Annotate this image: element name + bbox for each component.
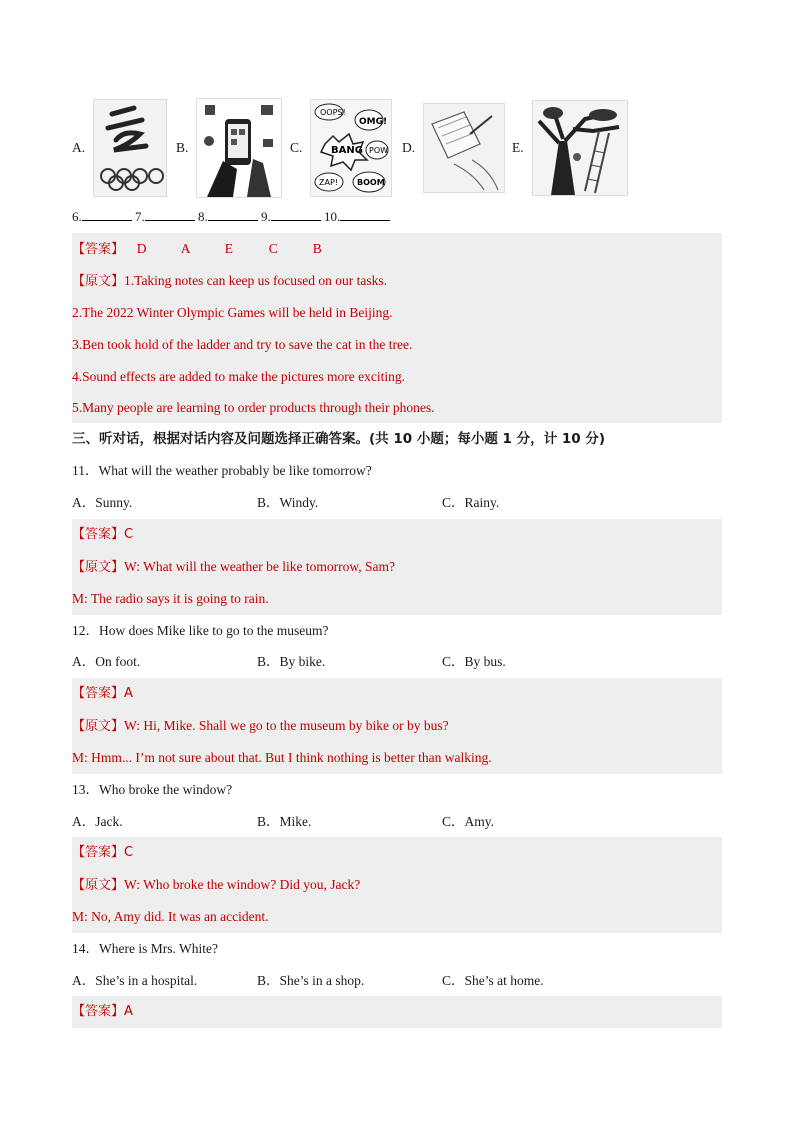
transcript-text: W: Hi, Mike. Shall we go to the museum by bike or by bus? xyxy=(124,718,449,733)
answer-blank[interactable] xyxy=(208,208,258,221)
transcript-tag: 【原文】 xyxy=(72,719,125,734)
comic-bubbles-icon xyxy=(311,100,391,196)
option-b[interactable]: B．Windy. xyxy=(257,495,319,510)
picture-label-d: D. xyxy=(402,140,416,155)
answer-value: B xyxy=(312,241,322,256)
transcript-line-4: 4.Sound effects are added to make the pictures more exciting. xyxy=(72,369,406,384)
picture-label-a: A. xyxy=(72,140,86,155)
question-12-text: 12．How does Mike like to go to the museum? xyxy=(72,623,329,638)
transcript-line-1 xyxy=(72,265,387,297)
sound-word: OMG! xyxy=(359,117,388,127)
tree-ladder-icon xyxy=(533,101,627,195)
option-a[interactable]: A．She’s in a hospital. xyxy=(72,973,198,988)
answer-value: A xyxy=(180,241,191,256)
question-11-transcript xyxy=(72,551,395,583)
question-14-options xyxy=(72,965,722,997)
question-12-transcript-reply: M: Hmm... I’m not sure about that. But I think nothing is better than walking. xyxy=(72,750,492,765)
answer-blank[interactable] xyxy=(145,208,195,221)
winter-olympics-image xyxy=(93,99,167,197)
answer-blank[interactable] xyxy=(340,208,390,221)
blank-label: 10. xyxy=(324,209,341,224)
transcript-line-5: 5.Many people are learning to order products through their phones. xyxy=(72,400,435,415)
transcript-tag: 【原文】 xyxy=(72,560,125,575)
blank-label: 9. xyxy=(261,209,271,224)
question-12-options xyxy=(72,646,722,678)
answer-value: E xyxy=(224,241,234,256)
answer-blank[interactable] xyxy=(271,208,321,221)
taking-notes-image xyxy=(423,103,505,193)
smartphone-icon xyxy=(197,99,281,197)
option-b[interactable]: B．She’s in a shop. xyxy=(257,973,365,988)
picture-option-c xyxy=(290,98,392,198)
option-a[interactable]: A．Sunny. xyxy=(72,495,133,510)
transcript-text: W: What will the weather be like tomorrow, Sam? xyxy=(124,559,395,574)
option-b[interactable]: B．By bike. xyxy=(257,654,326,669)
transcript-text: 1.Taking notes can keep us focused on our tasks. xyxy=(124,273,388,288)
question-13-answer: 【答案】C xyxy=(72,845,134,860)
question-14-answer-block xyxy=(72,996,722,1028)
question-13-text: 13．Who broke the window? xyxy=(72,782,233,797)
question-12-answer: 【答案】A xyxy=(72,686,133,701)
transcript-line-2: 2.The 2022 Winter Olympic Games will be held in Beijing. xyxy=(72,305,393,320)
option-b[interactable]: B．Mike. xyxy=(257,814,312,829)
transcript-text: W: Who broke the window? Did you, Jack? xyxy=(124,877,361,892)
question-13-options xyxy=(72,806,722,838)
transcript-tag: 【原文】 xyxy=(72,274,125,289)
question-12-transcript xyxy=(72,710,449,742)
question-13-transcript-reply: M: No, Amy did. It was an accident. xyxy=(72,909,269,924)
picture-option-e xyxy=(512,98,628,198)
blank-label: 6. xyxy=(72,209,82,224)
option-a[interactable]: A．Jack. xyxy=(72,814,123,829)
section3-heading: 三、听对话，根据对话内容及问题选择正确答案。(共 10 小题；每小题 1 分，计 10 分) xyxy=(72,431,606,447)
question-11-options xyxy=(72,487,722,519)
picture-label-e: E. xyxy=(512,140,524,155)
picture-options-row xyxy=(72,98,722,198)
question-11-transcript-reply: M: The radio says it is going to rain. xyxy=(72,591,269,606)
answer-value: D xyxy=(136,241,147,256)
option-c[interactable]: C．By bus. xyxy=(442,654,506,669)
sound-word: POW xyxy=(369,146,389,155)
question-14-text: 14．Where is Mrs. White? xyxy=(72,941,218,956)
sound-word: OOPS! xyxy=(320,108,347,117)
option-c[interactable]: C．Amy. xyxy=(442,814,495,829)
question-11-text: 11．What will the weather probably be like tomorrow? xyxy=(72,463,372,478)
question-13-transcript xyxy=(72,869,360,901)
picture-option-b xyxy=(176,98,282,198)
transcript-line-3: 3.Ben took hold of the ladder and try to save the cat in the tree. xyxy=(72,337,413,352)
option-c[interactable]: C．Rainy. xyxy=(442,495,500,510)
answer-blanks-line xyxy=(72,201,390,233)
sound-effects-image xyxy=(310,99,392,197)
question-14-answer: 【答案】A xyxy=(72,1004,133,1019)
olympic-emblem-icon xyxy=(94,100,166,196)
sound-word: BANG xyxy=(331,145,364,156)
transcript-tag: 【原文】 xyxy=(72,878,125,893)
blank-label: 7. xyxy=(135,209,145,224)
answer-blank[interactable] xyxy=(82,208,132,221)
section2-answer-line xyxy=(72,233,357,265)
phone-shopping-image xyxy=(196,98,282,198)
picture-label-b: B. xyxy=(176,140,189,155)
picture-option-d xyxy=(402,98,505,198)
notebook-pen-icon xyxy=(424,104,504,192)
ladder-tree-image xyxy=(532,100,628,196)
answer-tag: 【答案】 xyxy=(72,242,125,257)
sound-word: BOOM xyxy=(357,178,386,187)
option-c[interactable]: C．She’s at home. xyxy=(442,973,544,988)
answer-value: C xyxy=(268,241,278,256)
picture-label-c: C. xyxy=(290,140,303,155)
option-a[interactable]: A．On foot. xyxy=(72,654,141,669)
blank-label: 8. xyxy=(198,209,208,224)
picture-option-a xyxy=(72,98,167,198)
sound-word: ZAP! xyxy=(319,178,339,187)
question-11-answer: 【答案】C xyxy=(72,527,134,542)
